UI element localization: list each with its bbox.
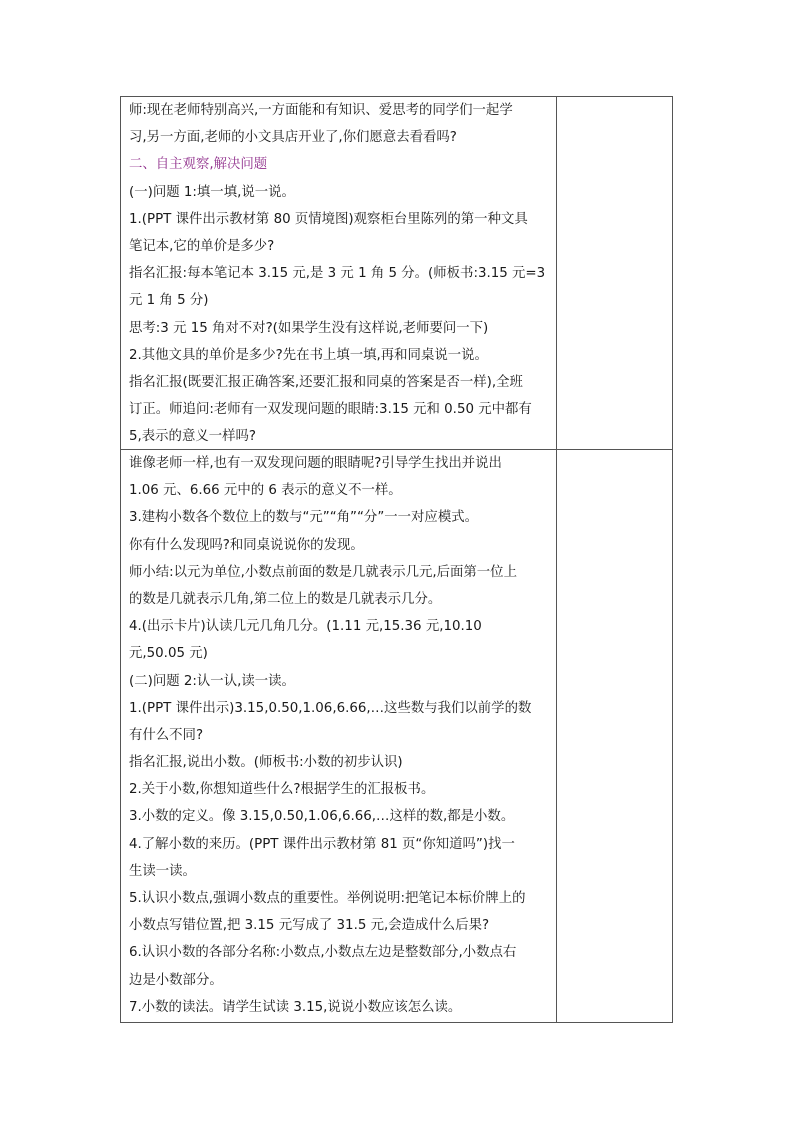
text-line: 1.06 元、6.66 元中的 6 表示的意义不一样。 [129, 483, 402, 499]
text-line: (二)问题 2:认一认,读一读。 [129, 673, 295, 689]
lesson-table-part-2 [120, 450, 673, 1023]
text-line: 7.小数的读法。请学生试读 3.15,说说小数应该怎么读。 [129, 999, 462, 1015]
notes-column-divider [556, 450, 557, 1022]
text-line: 2.其他文具的单价是多少?先在书上填一填,再和同桌说一说。 [129, 347, 488, 363]
text-line: 有什么不同? [129, 727, 204, 743]
text-line: 4.了解小数的来历。(PPT 课件出示教材第 81 页“你知道吗”)找一 [129, 836, 515, 852]
section-heading: 二、自主观察,解决问题 [129, 157, 268, 173]
lesson-table-part-1 [120, 96, 673, 450]
text-line: 1.(PPT 课件出示)3.15,0.50,1.06,6.66,…这些数与我们以前学的数 [129, 700, 532, 716]
text-line: 5.认识小数点,强调小数点的重要性。举例说明:把笔记本标价牌上的 [129, 891, 526, 906]
text-line: 5,表示的意义一样吗? [129, 429, 257, 445]
text-line: (一)问题 1:填一填,说一说。 [129, 184, 295, 200]
text-line: 师小结:以元为单位,小数点前面的数是几就表示几元,后面第一位上 [129, 564, 517, 580]
text-line: 边是小数部分。 [129, 972, 223, 988]
text-line: 谁像老师一样,也有一双发现问题的眼睛呢?引导学生找出并说出 [129, 456, 502, 471]
text-line: 3.小数的定义。像 3.15,0.50,1.06,6.66,…这样的数,都是小数。 [129, 809, 515, 825]
text-line: 你有什么发现吗?和同桌说说你的发现。 [129, 537, 364, 553]
text-line: 指名汇报,说出小数。(师板书:小数的初步认识) [129, 755, 403, 771]
text-line: 师:现在老师特别高兴,一方面能和有知识、爱思考的同学们一起学 [129, 103, 513, 118]
text-line: 2.关于小数,你想知道些什么?根据学生的汇报板书。 [129, 782, 435, 798]
text-line: 元 1 角 5 分) [129, 293, 209, 309]
text-line: 习,另一方面,老师的小文具店开业了,你们愿意去看看吗? [129, 130, 457, 146]
text-line: 指名汇报(既要汇报正确答案,还要汇报和同桌的答案是否一样),全班 [129, 374, 523, 390]
text-line: 元,50.05 元) [129, 646, 208, 662]
text-line: 订正。师追问:老师有一双发现问题的眼睛:3.15 元和 0.50 元中都有 [129, 402, 532, 418]
text-line: 的数是几就表示几角,第二位上的数是几就表示几分。 [129, 591, 442, 607]
text-line: 6.认识小数的各部分名称:小数点,小数点左边是整数部分,小数点右 [129, 945, 517, 961]
text-line: 生读一读。 [129, 863, 196, 879]
lesson-content-cell [129, 97, 556, 450]
lesson-content-cell [129, 450, 556, 1021]
text-line: 笔记本,它的单价是多少? [129, 238, 275, 254]
text-line: 3.建构小数各个数位上的数与“元”“角”“分”一一对应模式。 [129, 510, 478, 526]
text-line: 思考:3 元 15 角对不对?(如果学生没有这样说,老师要问一下) [129, 320, 489, 336]
notes-column-divider [556, 97, 557, 449]
text-line: 指名汇报:每本笔记本 3.15 元,是 3 元 1 角 5 分。(师板书:3.15 元=3 [129, 266, 546, 282]
text-line: 1.(PPT 课件出示教材第 80 页情境图)观察柜台里陈列的第一种文具 [129, 211, 528, 227]
text-line: 4.(出示卡片)认读几元几角几分。(1.11 元,15.36 元,10.10 [129, 619, 482, 635]
text-line: 小数点写错位置,把 3.15 元写成了 31.5 元,会造成什么后果? [129, 918, 490, 934]
